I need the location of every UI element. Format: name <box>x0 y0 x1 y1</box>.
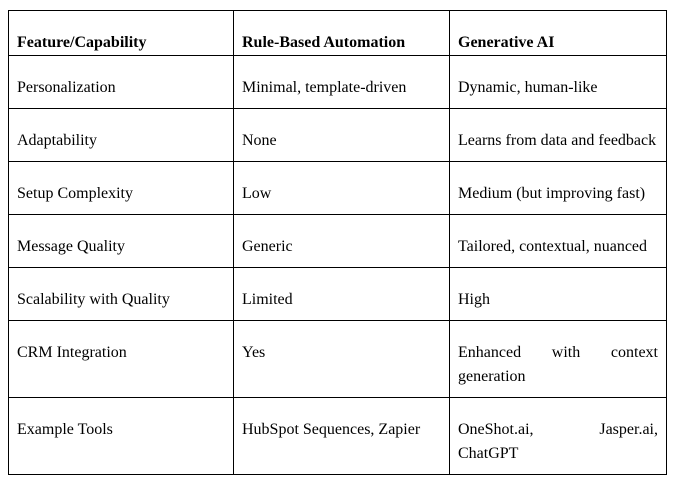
cell-generative: Dynamic, human-like <box>450 56 667 109</box>
cell-rule-based: Minimal, template-driven <box>234 56 450 109</box>
table-row <box>9 268 667 321</box>
cell-feature: Personalization <box>9 56 234 109</box>
cell-generative: Learns from data and feedback <box>450 109 667 162</box>
cell-rule-based: HubSpot Sequences, Zapier <box>234 398 450 475</box>
cell-generative: OneShot.ai, Jasper.ai, ChatGPT <box>450 398 667 475</box>
cell-feature: Message Quality <box>9 215 234 268</box>
table-row <box>9 398 667 475</box>
header-rule-based: Rule-Based Automation <box>234 11 450 56</box>
cell-feature: Example Tools <box>9 398 234 475</box>
cell-rule-based: Yes <box>234 321 450 398</box>
cell-rule-based: Limited <box>234 268 450 321</box>
table-header-row <box>9 11 667 56</box>
cell-generative: High <box>450 268 667 321</box>
cell-feature: Setup Complexity <box>9 162 234 215</box>
cell-feature: Adaptability <box>9 109 234 162</box>
cell-generative: Medium (but improving fast) <box>450 162 667 215</box>
cell-rule-based: None <box>234 109 450 162</box>
comparison-table <box>8 10 667 475</box>
cell-rule-based: Generic <box>234 215 450 268</box>
table-row <box>9 215 667 268</box>
header-generative: Generative AI <box>450 11 667 56</box>
table-row <box>9 321 667 398</box>
cell-generative: Enhanced with context generation <box>450 321 667 398</box>
table-row <box>9 109 667 162</box>
cell-generative: Tailored, contextual, nuanced <box>450 215 667 268</box>
cell-feature: CRM Integration <box>9 321 234 398</box>
header-feature: Feature/Capability <box>9 11 234 56</box>
cell-rule-based: Low <box>234 162 450 215</box>
table-row <box>9 56 667 109</box>
table-row <box>9 162 667 215</box>
cell-feature: Scalability with Quality <box>9 268 234 321</box>
